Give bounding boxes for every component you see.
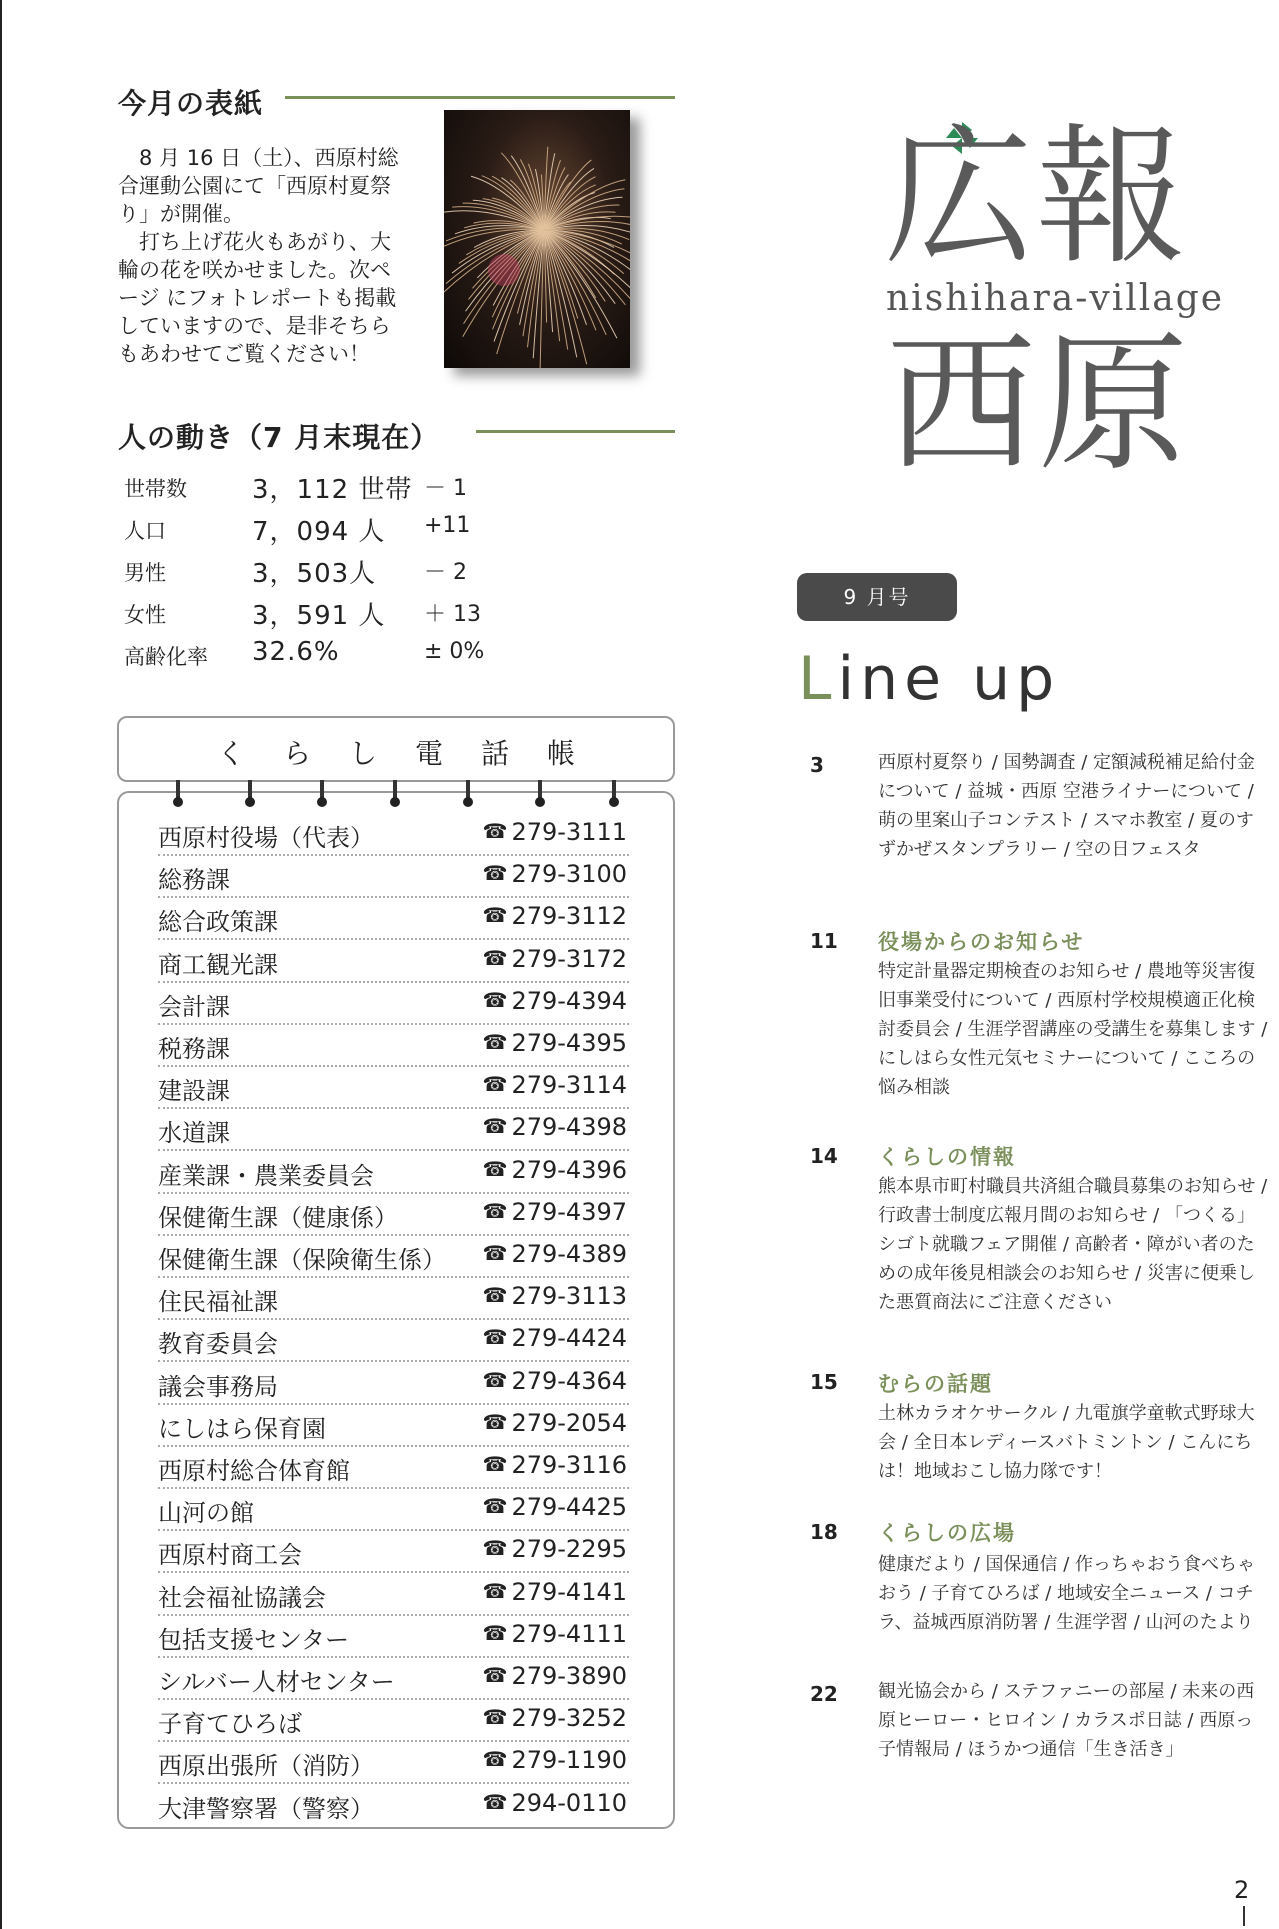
phonebook-entry (158, 1023, 629, 1067)
phonebook-entry-name: 水道課 (158, 1119, 230, 1148)
phonebook-entry (158, 1740, 629, 1784)
lineup-item-text: 観光協会から / ステファニーの部屋 / 未来の西原ヒーロー・ヒロイン / カラスポ日誌 / 西原っ子情報局 / ほうかつ通信「生き活き」 (878, 1681, 1255, 1760)
cover-title-rule (285, 96, 675, 99)
phonebook-entry (158, 1487, 629, 1531)
telephone-icon: ☎ (482, 1409, 508, 1434)
phonebook-entry-number: 279-3252 (511, 1704, 627, 1733)
phonebook-entry (158, 1403, 629, 1447)
lineup-item-text: 特定計量器定期検査のお知らせ / 農地等災害復旧事業受付について / 西原村学校規模適正化検討委員会 / 生涯学習講座の受講生を募集します / にしはら女性元気セミナーについて / こころの悩み相談 (878, 961, 1268, 1098)
phonebook-entry (158, 1150, 629, 1194)
phonebook-entry-number: 279-3114 (511, 1071, 627, 1100)
telephone-icon: ☎ (482, 945, 508, 970)
masthead-title-bottom: 西原 (886, 318, 1191, 492)
binder-ring-hole (245, 797, 255, 807)
phonebook-entry-name: にしはら保育園 (158, 1414, 326, 1443)
phonebook-entry-tel (483, 860, 627, 888)
lineup-page-number: 3 (810, 753, 824, 777)
phonebook-entry (158, 1318, 629, 1362)
population-diff: － 1 (424, 476, 467, 501)
phonebook-entry-number: 279-4425 (511, 1493, 627, 1522)
telephone-icon: ☎ (482, 1452, 508, 1476)
population-diff: ＋ 13 (424, 602, 481, 627)
lineup-page-number: 18 (810, 1520, 838, 1544)
phonebook-entry-number: 279-3111 (511, 818, 627, 846)
phonebook-header (117, 716, 675, 782)
phonebook-entry-name: 税務課 (158, 1035, 230, 1063)
population-value: 32.6% (252, 637, 340, 667)
fireworks-photo (444, 110, 630, 368)
telephone-icon: ☎ (482, 1536, 508, 1561)
binder-ring-hole (535, 797, 545, 807)
phonebook-entry-tel (483, 1113, 627, 1141)
phonebook-entry-name: 会計課 (158, 992, 230, 1021)
phonebook-entry-tel (483, 1282, 627, 1310)
phonebook-entry-tel (483, 902, 627, 930)
cover-description (118, 144, 403, 368)
phonebook-entry (158, 1107, 629, 1151)
population-label: 高齢化率 (124, 645, 208, 669)
phonebook-entry-name: 保健衛生課（保険衛生係） (158, 1246, 446, 1274)
page-edge-line (0, 0, 2, 1929)
phonebook-entry-tel (483, 1367, 627, 1395)
phonebook-entry-name: 総務課 (158, 866, 230, 895)
phonebook-entry-tel (483, 1409, 627, 1437)
masthead-subtitle: nishihara-village (886, 278, 1225, 319)
phonebook-entry-tel (483, 1198, 627, 1226)
phonebook-entry-tel (483, 1029, 627, 1057)
telephone-icon: ☎ (482, 1030, 508, 1054)
lineup-item-text: 西原村夏祭り / 国勢調査 / 定額減税補足給付金について / 益城・西原 空港ライナーについて / 萌の里案山子コンテスト / スマホ教室 / 夏のすずかぜスタンプラリー / 空の日フェスタ (878, 752, 1256, 860)
telephone-icon: ☎ (482, 903, 508, 928)
phonebook-entry (158, 981, 629, 1025)
population-label: 男性 (124, 561, 166, 585)
firework-glow (488, 254, 520, 286)
lineup-item-text: 熊本県市町村職員共済組合職員募集のお知らせ / 行政書士制度広報月間のお知らせ / 「つくる」シゴト就職フェア開催 / 高齢者・障がい者のための成年後見相談会のお知らせ / 災害に便乗した悪質商法にご注意ください (878, 1176, 1268, 1313)
page-number-tick (1243, 1906, 1245, 1926)
phonebook-entry-name: 西原村商工会 (158, 1541, 302, 1570)
lineup-title-initial: L (798, 644, 838, 714)
lineup-title (798, 644, 1060, 714)
phonebook-entry (158, 812, 629, 856)
phonebook-entry-tel (483, 1662, 627, 1690)
phonebook-entry-number: 294-0110 (511, 1788, 627, 1817)
population-row-households (124, 467, 504, 507)
telephone-icon: ☎ (482, 1494, 508, 1519)
fireworks-illustration (444, 110, 630, 368)
phonebook-entry (158, 1361, 629, 1405)
phonebook-entry-name: 西原村役場（代表） (158, 824, 374, 852)
population-label: 女性 (124, 603, 166, 627)
telephone-icon: ☎ (482, 1367, 508, 1392)
phonebook-entry-tel (483, 945, 627, 973)
phonebook-entry (158, 1656, 629, 1700)
phonebook-entry-name: 西原村総合体育館 (158, 1457, 350, 1485)
phonebook-entry-number: 279-4394 (511, 986, 627, 1015)
cover-section-title: 今月の表紙 (118, 87, 264, 120)
phonebook-entry-number: 279-4395 (511, 1029, 627, 1057)
phonebook-entry-name: 保健衛生課（健康係） (158, 1203, 398, 1232)
phonebook-entry (158, 854, 629, 898)
phonebook-entry-number: 279-2054 (511, 1408, 627, 1437)
telephone-icon: ☎ (482, 1072, 508, 1097)
phonebook-entry-tel (483, 1156, 627, 1184)
phonebook-entry (158, 896, 629, 940)
phonebook-entry-name: 教育委員会 (158, 1330, 278, 1359)
lineup-item-text: 土林カラオケサークル / 九電旗学童軟式野球大会 / 全日本レディースバトミントン / こんにちは！地域おこし協力隊です！ (878, 1403, 1255, 1482)
population-value: 7，094 人 (252, 517, 386, 547)
phonebook-entry-number: 279-3113 (511, 1282, 627, 1311)
lineup-page-number: 15 (810, 1370, 838, 1394)
phonebook-entry-name: 住民福祉課 (158, 1288, 278, 1317)
lineup-title-rest: ine up (837, 644, 1061, 714)
phonebook-entry-tel (483, 1451, 627, 1479)
phonebook-entry-name: 議会事務局 (158, 1372, 278, 1401)
phonebook-entry-tel (483, 1789, 627, 1817)
phonebook-entry (158, 1572, 629, 1616)
lineup-item-heading: むらの話題 (878, 1372, 993, 1396)
phonebook-entry-number: 279-3116 (511, 1451, 627, 1479)
phonebook-entry-tel (483, 987, 627, 1015)
lineup-item-heading: 役場からのお知らせ (878, 930, 1085, 954)
population-value: 3，591 人 (252, 601, 386, 631)
phonebook-entry-number: 279-4364 (511, 1366, 627, 1395)
telephone-icon: ☎ (482, 1578, 508, 1603)
binder-ring-hole (390, 797, 400, 807)
phonebook-entry-number: 279-3172 (511, 944, 627, 973)
phonebook-entry-name: 包括支援センター (158, 1625, 350, 1654)
phonebook-entry-tel (483, 1746, 627, 1774)
population-value: 3，112 世帯 (252, 475, 413, 505)
telephone-icon: ☎ (482, 1325, 508, 1350)
phonebook-entry-number: 279-3100 (511, 860, 627, 889)
phonebook-entry-tel (483, 1578, 627, 1606)
phonebook-entry-name: 子育てひろば (158, 1710, 302, 1739)
phonebook-entry (158, 1234, 629, 1278)
phonebook-entry-number: 279-4396 (511, 1155, 627, 1184)
binder-ring-hole (463, 797, 473, 807)
telephone-icon: ☎ (482, 1114, 508, 1139)
telephone-icon: ☎ (482, 1747, 508, 1772)
masthead-title-top: 広報 (884, 111, 1189, 285)
phonebook-entry-tel (483, 1493, 627, 1521)
telephone-icon: ☎ (482, 819, 508, 843)
phonebook-entry-name: 社会福祉協議会 (158, 1583, 326, 1612)
phonebook-entry (158, 1783, 629, 1825)
telephone-icon: ☎ (482, 1156, 508, 1181)
binder-ring-hole (317, 797, 327, 807)
telephone-icon: ☎ (482, 1241, 508, 1265)
phonebook-entry (158, 1192, 629, 1236)
lineup-page-number: 14 (810, 1144, 838, 1168)
phonebook-entry-number: 279-3112 (511, 902, 627, 931)
phonebook-entry-number: 279-4398 (511, 1113, 627, 1142)
population-diff: ± 0% (424, 639, 485, 664)
phonebook-entry (158, 1698, 629, 1742)
issue-badge: 9 月号 (797, 573, 957, 621)
population-diff: +11 (424, 513, 471, 538)
phonebook-entry-number: 279-4111 (511, 1619, 627, 1648)
population-label: 世帯数 (124, 477, 187, 501)
binder-ring-hole (173, 797, 183, 807)
phonebook-entry (158, 1276, 629, 1320)
phonebook-title: くらし電話帳 (216, 737, 613, 770)
phonebook-entry (158, 1529, 629, 1573)
phonebook-entry (158, 1065, 629, 1109)
lineup-item-heading: くらしの広場 (878, 1521, 1016, 1545)
population-diff: － 2 (424, 560, 467, 585)
lineup-item-text: 健康だより / 国保通信 / 作っちゃおう食べちゃおう / 子育てひろば / 地域安全ニュース / コチラ、益城西原消防署 / 生涯学習 / 山河のたより (878, 1554, 1256, 1633)
phonebook-entry-number: 279-4424 (511, 1324, 627, 1353)
population-row-female (124, 593, 504, 633)
phonebook-entry (158, 1445, 629, 1489)
phonebook-entry-name: 産業課・農業委員会 (158, 1161, 374, 1190)
population-row-total (124, 509, 504, 549)
telephone-icon: ☎ (482, 1663, 508, 1687)
phonebook-entry-tel (483, 1240, 627, 1268)
telephone-icon: ☎ (482, 861, 508, 886)
telephone-icon: ☎ (482, 1705, 508, 1730)
phonebook-entry-tel (483, 1071, 627, 1099)
phonebook-entry-tel (483, 818, 627, 846)
telephone-icon: ☎ (482, 987, 508, 1012)
telephone-icon: ☎ (482, 1620, 508, 1645)
phonebook-entry-number: 279-4389 (511, 1240, 627, 1268)
phonebook-entry-number: 279-4397 (511, 1197, 627, 1226)
phonebook-entry-tel (483, 1620, 627, 1648)
page-number: 2 (1234, 1876, 1250, 1904)
cover-paragraph: 8 月 16 日（土）、西原村総合運動公園にて「西原村夏祭り」が開催。 (118, 146, 399, 226)
lineup-item-heading: くらしの情報 (878, 1145, 1016, 1169)
phonebook-entry-name: 建設課 (158, 1077, 230, 1106)
phonebook-entry-number: 279-2295 (511, 1535, 627, 1564)
phonebook-entry (158, 1614, 629, 1658)
phonebook-entry-number: 279-1190 (511, 1746, 627, 1775)
lineup-page-number: 11 (810, 929, 838, 953)
lineup-page-number: 22 (810, 1682, 838, 1706)
phonebook-entry-name: 総合政策課 (158, 908, 278, 937)
telephone-icon: ☎ (482, 1198, 508, 1223)
telephone-icon: ☎ (482, 1283, 508, 1308)
population-title-rule (476, 430, 675, 433)
phonebook-entry-name: 商工観光課 (158, 950, 278, 979)
phonebook-entry-tel (483, 1704, 627, 1732)
binder-ring-hole (609, 797, 619, 807)
phonebook-entry-name: 西原出張所（消防） (158, 1752, 374, 1781)
phonebook-entry-name: 山河の館 (158, 1499, 254, 1528)
phonebook-entry (158, 939, 629, 983)
phonebook-entry-number: 279-3890 (511, 1662, 627, 1690)
phonebook-entry-tel (483, 1324, 627, 1352)
population-label: 人口 (124, 519, 166, 543)
phonebook-entry-tel (483, 1535, 627, 1563)
cover-paragraph: 打ち上げ花火もあがり、大輪の花を咲かせました。次ページ にフォトレポートも掲載していますので、是非そちらもあわせてご覧ください！ (118, 230, 397, 366)
phonebook-entry-name: シルバー人材センター (158, 1668, 395, 1696)
population-value: 3，503人 (252, 559, 377, 589)
population-section-title: 人の動き（7 月末現在） (118, 421, 440, 454)
phonebook-entry-name: 大津警察署（警察） (158, 1794, 374, 1823)
population-row-aging-rate (124, 635, 504, 675)
population-row-male (124, 551, 504, 591)
phonebook-entry-number: 279-4141 (511, 1577, 627, 1606)
telephone-icon: ☎ (482, 1789, 508, 1814)
